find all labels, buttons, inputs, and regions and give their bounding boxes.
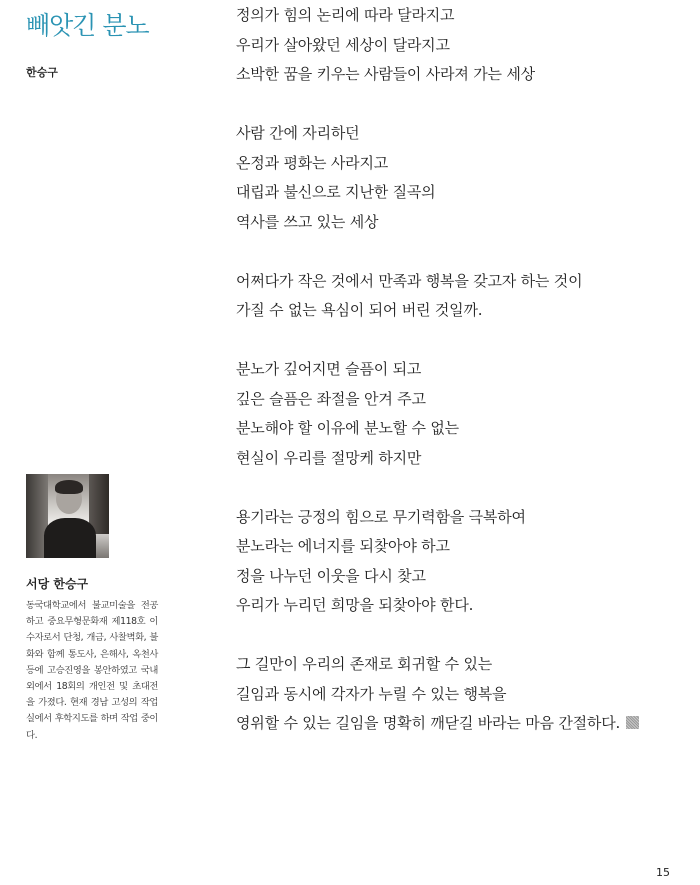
author-name: 한승구 [26,66,58,79]
poem-line: 어쩌다가 작은 것에서 만족과 행복을 갖고자 하는 것이 [236,271,583,290]
poem-line: 대립과 불신으로 지난한 질곡의 [236,183,436,201]
poem-line: 깊은 슬픔은 좌절을 안겨 주고 [236,389,426,408]
bio-name: 서당 한승구 [26,577,89,591]
poem-line: 분노가 깊어지면 슬픔이 되고 [236,360,422,378]
poem-line: 사람 간에 자리하던 [236,124,360,142]
poem-stanza [236,506,676,624]
poem-line: 역사를 쓰고 있는 세상 [236,212,379,231]
article-title: 빼앗긴 분노 [26,11,149,40]
poem-line: 우리가 누리던 희망을 되찾아야 한다. [236,596,474,614]
poem-line: 길임과 동시에 각자가 누릴 수 있는 행복을 [236,684,507,703]
poem-line: 온정과 평화는 사라지고 [236,153,389,172]
poem-line: 가질 수 없는 욕심이 되어 버린 것일까. [236,301,483,319]
poem-stanza [236,270,676,329]
poem-line: 소박한 꿈을 키우는 사람들이 사라져 가는 세상 [236,65,535,83]
author-photo [26,474,109,558]
poem-line: 분노라는 에너지를 되찾아야 하고 [236,537,450,555]
poem-line: 분노해야 할 이유에 분노할 수 없는 [236,419,459,437]
end-mark-icon [626,716,639,729]
poem-body [236,4,676,742]
bio-text: 동국대학교에서 불교미술을 전공하고 중요무형문화재 제118호 이수자로서 단청, 개금, 사찰벽화, 불화와 함께 통도사, 은해사, 옥천사 등에 고승진영을 봉안하였고 국내외에서 18회의 개인전 및 초대전을 가졌다. 현재 경남 고성의 작업실에서 후학지도를 하며 작업 중이다. [26,600,158,741]
page-number: 15 [656,866,670,879]
poem-stanza [236,653,676,742]
poem-line: 현실이 우리를 절망케 하지만 [236,448,422,467]
poem-line: 용기라는 긍정의 힘으로 무기력함을 극복하여 [236,507,526,526]
poem-stanza [236,122,676,240]
poem-line: 정의가 힘의 논리에 따라 달라지고 [236,6,455,24]
poem-line: 정을 나누던 이웃을 다시 찾고 [236,566,426,585]
poem-line-last [236,712,676,742]
poem-stanza [236,358,676,476]
poem-stanza [236,4,676,93]
poem-line: 그 길만이 우리의 존재로 회귀할 수 있는 [236,655,493,673]
poem-line: 우리가 살아왔던 세상이 달라지고 [236,35,450,54]
poem-line-text: 영위할 수 있는 길임을 명확히 깨닫길 바라는 마음 간절하다. [236,714,621,732]
